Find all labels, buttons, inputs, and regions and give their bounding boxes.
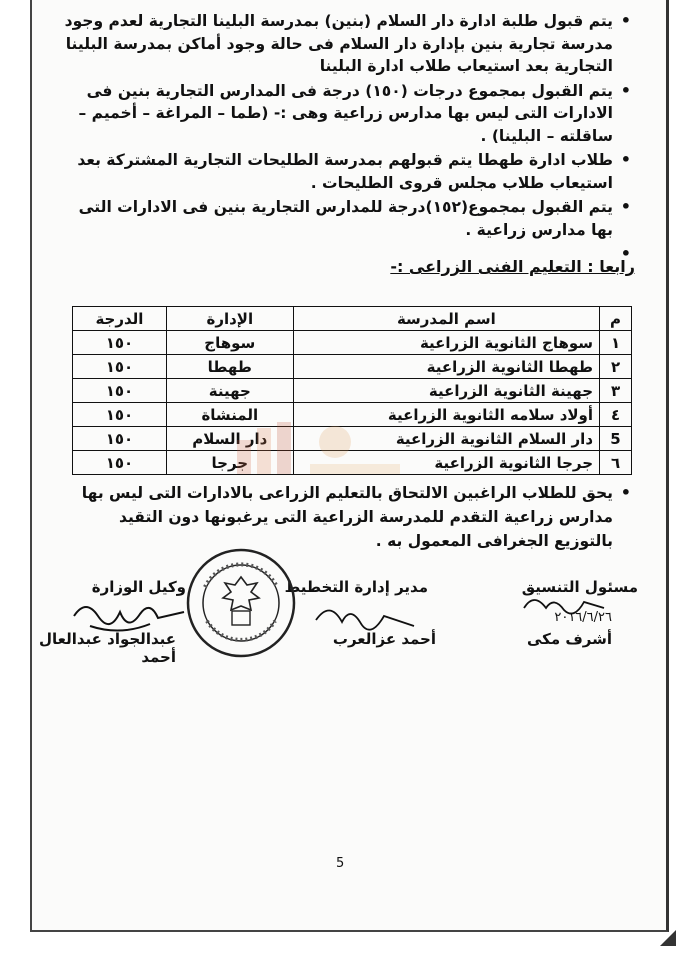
cell-grade: ١٥٠	[73, 379, 167, 403]
header-school-name: اسم المدرسة	[293, 307, 599, 331]
bullet-item: • يتم القبول بمجموع(١٥٢)درجة للمدارس التجارية بنين فى الادارات التى بها مدارس زراعية .	[55, 196, 613, 241]
table-row	[73, 451, 632, 475]
bullet-item: • طلاب ادارة طهطا يتم قبولهم بمدرسة الطليحات التجارية المشتركة بعد استيعاب طلاب مجلس قروى الطليحات .	[55, 149, 613, 194]
bullet-item: • يحق للطلاب الراغبين الالتحاق بالتعليم الزراعى بالادارات التى ليس بها مدارس زراعية التقدم للمدرسة الزراعية التى يرغبونها دون التقيد بالتوزيع الجغرافى المعمول به .	[55, 481, 613, 553]
cell-administration: المنشاة	[166, 403, 293, 427]
official-seal	[185, 547, 297, 659]
deputy-title: وكيل الوزارة	[91, 578, 186, 596]
admission-rules	[55, 10, 635, 267]
cell-grade: ١٥٠	[73, 331, 167, 355]
coordination-name: أشرف مكى	[526, 630, 612, 648]
schools-table	[72, 306, 632, 475]
cell-school-name: دار السلام الثانوية الزراعية	[293, 427, 599, 451]
cell-administration: جهينة	[166, 379, 293, 403]
cell-administration: جرجا	[166, 451, 293, 475]
cell-num: ٣	[600, 379, 632, 403]
handwritten-date: ٢٠١٦/٦/٢٦	[554, 610, 612, 625]
bullet-list-top	[55, 10, 635, 265]
table-row	[73, 355, 632, 379]
table-header-row	[73, 307, 632, 331]
cell-administration: طهطا	[166, 355, 293, 379]
bullet-list-bottom	[55, 481, 635, 553]
cell-school-name: طهطا الثانوية الزراعية	[293, 355, 599, 379]
bullet-item: • يتم قبول طلبة ادارة دار السلام (بنين) بمدرسة البلينا التجارية لعدم وجود مدرسة تجارية بنين بإدارة دار السلام فى حالة وجود أماكن بمدرسة البلينا التجارية بعد استيعاب طلاب ادارة البلينا	[55, 10, 613, 78]
cell-school-name: جرجا الثانوية الزراعية	[293, 451, 599, 475]
table-row	[73, 403, 632, 427]
cell-num: ٦	[600, 451, 632, 475]
cell-num: 5	[600, 427, 632, 451]
deputy-name: عبدالجواد عبدالعال أحمد	[38, 630, 176, 666]
cell-school-name: سوهاج الثانوية الزراعية	[293, 331, 599, 355]
cell-grade: ١٥٠	[73, 451, 167, 475]
deputy-signature	[70, 596, 200, 642]
cell-num: ١	[600, 331, 632, 355]
header-num: م	[600, 307, 632, 331]
page-number: 5	[336, 856, 345, 871]
bullet-item: • يتم القبول بمجموع درجات (١٥٠) درجة فى المدارس التجارية بنين فى الادارات التى ليس بها مدارس زراعية وهى :- (طما – المراغة – أخميم – ساقلته – البلينا) .	[55, 80, 613, 148]
header-administration: الإدارة	[166, 307, 293, 331]
cell-num: ٤	[600, 403, 632, 427]
corner-triangle-icon	[660, 930, 676, 946]
cell-num: ٢	[600, 355, 632, 379]
table-row	[73, 427, 632, 451]
cell-grade: ١٥٠	[73, 403, 167, 427]
cell-grade: ١٥٠	[73, 355, 167, 379]
cell-school-name: جهينة الثانوية الزراعية	[293, 379, 599, 403]
planning-title: مدير إدارة التخطيط	[284, 578, 428, 596]
note-section	[55, 481, 635, 555]
section-title: رابعا : التعليم الفنى الزراعى :-	[390, 257, 635, 276]
planning-name: أحمد عزالعرب	[332, 630, 436, 648]
planning-signature	[310, 598, 420, 638]
cell-administration: سوهاج	[166, 331, 293, 355]
cell-grade: ١٥٠	[73, 427, 167, 451]
cell-school-name: أولاد سلامه الثانوية الزراعية	[293, 403, 599, 427]
coordination-signature	[520, 590, 610, 616]
table-row	[73, 379, 632, 403]
cell-administration: دار السلام	[166, 427, 293, 451]
header-grade: الدرجة	[73, 307, 167, 331]
coordination-title: مسئول التنسيق	[521, 578, 638, 596]
table-row	[73, 331, 632, 355]
